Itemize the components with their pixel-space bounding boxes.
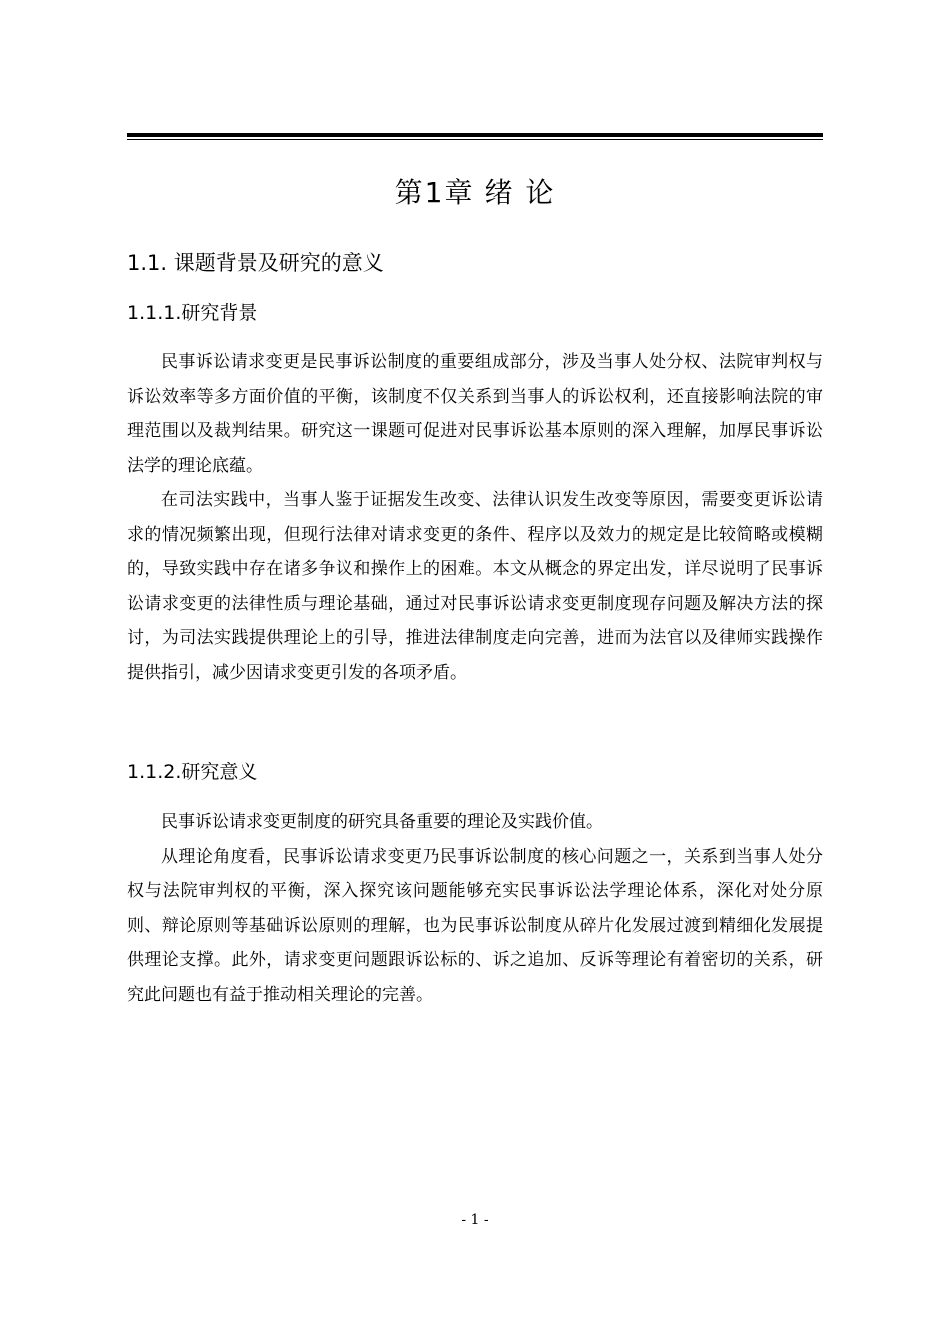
page-number: - 1 - xyxy=(461,1212,489,1228)
paragraph: 民事诉讼请求变更是民事诉讼制度的重要组成部分，涉及当事人处分权、法院审判权与诉讼效率等多方面价值的平衡，该制度不仅关系到当事人的诉讼权利，还直接影响法院的审理范围以及裁判结果。研究这一课题可促进对民事诉讼基本原则的深入理解，加厚民事诉讼法学的理论底蕴。 xyxy=(127,352,823,476)
chapter-title xyxy=(127,170,823,216)
chapter-name: 绪 论 xyxy=(484,176,556,209)
paragraph: 民事诉讼请求变更制度的研究具备重要的理论及实践价值。 xyxy=(161,812,603,832)
header-rule-thick xyxy=(127,133,823,137)
subsection-heading-background: 1.1.1.研究背景 xyxy=(127,302,258,324)
chapter-number: 1 xyxy=(424,176,445,209)
paragraph: 在司法实践中，当事人鉴于证据发生改变、法律认识发生改变等原因，需要变更诉讼请求的情况频繁出现，但现行法律对请求变更的条件、程序以及效力的规定是比较简略或模糊的，导致实践中存在诸多争议和操作上的困难。本文从概念的界定出发，详尽说明了民事诉讼请求变更的法律性质与理论基础，通过对民事诉讼请求变更制度现存问题及解决方法的探讨，为司法实践提供理论上的引导，推进法律制度走向完善，进而为法官以及律师实践操作提供指引，减少因请求变更引发的各项矛盾。 xyxy=(127,490,823,683)
chapter-suffix: 章 xyxy=(444,176,475,209)
subsection-heading-significance: 1.1.2.研究意义 xyxy=(127,761,258,783)
header-rule-thin xyxy=(127,139,823,140)
background-paragraphs xyxy=(127,345,823,690)
paragraph: 从理论角度看，民事诉讼请求变更乃民事诉讼制度的核心问题之一，关系到当事人处分权与法院审判权的平衡，深入探究该问题能够充实民事诉讼法学理论体系，深化对处分原则、辩论原则等基础诉讼原则的理解，也为民事诉讼制度从碎片化发展过渡到精细化发展提供理论支撑。此外，请求变更问题跟诉讼标的、诉之追加、反诉等理论有着密切的关系，研究此问题也有益于推动相关理论的完善。 xyxy=(127,846,823,1005)
section-heading: 1.1. 课题背景及研究的意义 xyxy=(127,251,384,275)
significance-paragraphs xyxy=(127,805,823,1012)
chapter-prefix: 第 xyxy=(394,176,425,209)
